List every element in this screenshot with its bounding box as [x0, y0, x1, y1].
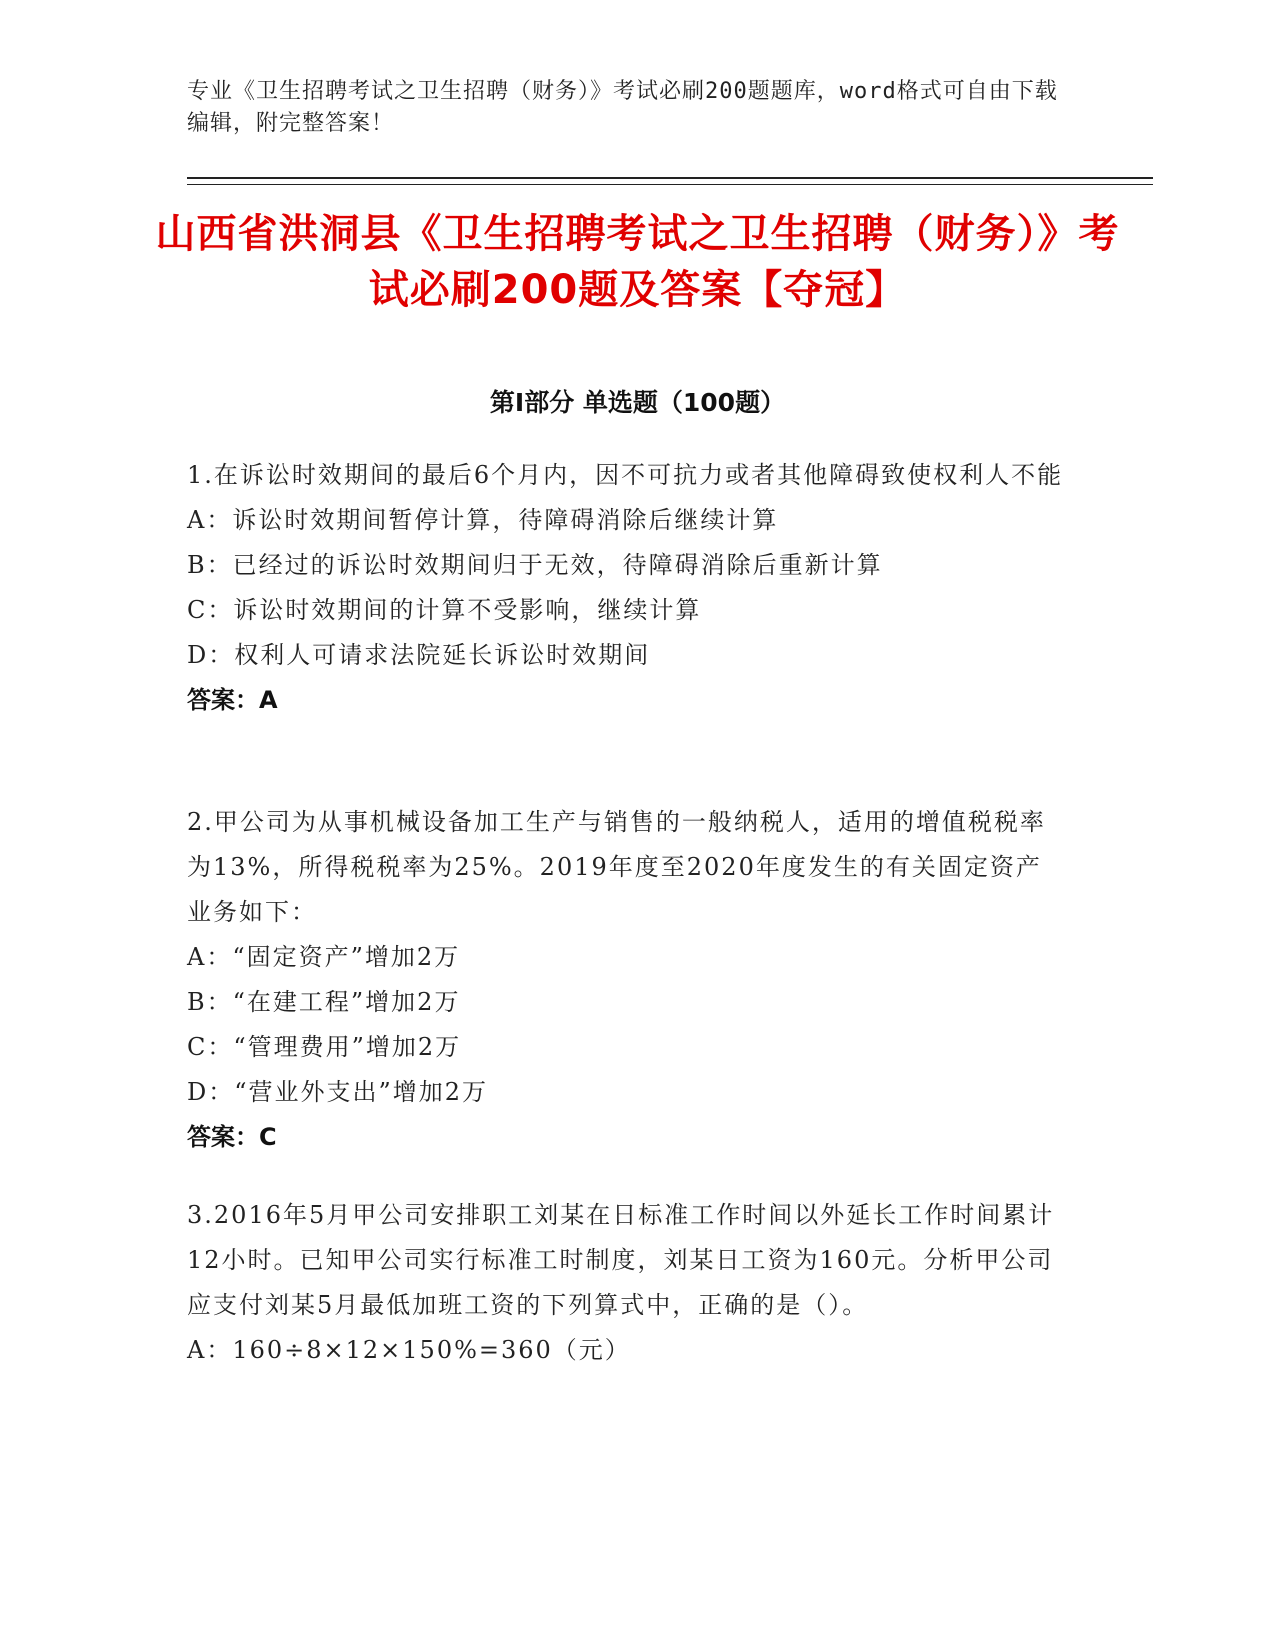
header-rule-thick — [187, 177, 1153, 179]
answer: 答案：A — [187, 686, 278, 714]
header-note: 专业《卫生招聘考试之卫生招聘（财务）》考试必刷200题题库，word格式可自由下载编辑，附完整答案！ — [187, 79, 1058, 136]
header-rule-thin — [187, 184, 1153, 185]
option-b: B：已经过的诉讼时效期间归于无效，待障碍消除后重新计算 — [187, 551, 883, 579]
question-stem: 3.2016年5月甲公司安排职工刘某在日标准工作时间以外延长工作时间累计12小时。已知甲公司实行标准工时制度，刘某日工资为160元。分析甲公司应支付刘某5月最低加班工资的下列算式中，正确的是（）。 — [187, 1201, 1055, 1319]
option-a: A：诉讼时效期间暂停计算，待障碍消除后继续计算 — [187, 506, 779, 534]
option-a: A：160÷8×12×150%=360（元） — [187, 1336, 631, 1364]
section-title: 第Ⅰ部分 单选题（100题） — [489, 388, 786, 417]
answer: 答案：C — [187, 1123, 277, 1151]
option-c: C：“管理费用”增加2万 — [187, 1033, 462, 1061]
question-stem: 1.在诉讼时效期间的最后6个月内，因不可抗力或者其他障碍致使权利人不能 — [187, 461, 1064, 489]
option-b: B：“在建工程”增加2万 — [187, 988, 461, 1016]
option-d: D：“营业外支出”增加2万 — [187, 1078, 489, 1106]
option-a: A：“固定资产”增加2万 — [187, 943, 461, 971]
question-stem: 2.甲公司为从事机械设备加工生产与销售的一般纳税人，适用的增值税税率为13%，所得税税率为25%。2019年度至2020年度发生的有关固定资产业务如下： — [187, 808, 1046, 926]
option-d: D：权利人可请求法院延长诉讼时效期间 — [187, 641, 651, 669]
question-1 — [187, 453, 1067, 723]
question-2 — [187, 800, 1067, 1160]
document-title: 山西省洪洞县《卫生招聘考试之卫生招聘（财务）》考试必刷200题及答案【夺冠】 — [155, 211, 1120, 313]
option-c: C：诉讼时效期间的计算不受影响，继续计算 — [187, 596, 702, 624]
question-3 — [187, 1193, 1067, 1373]
